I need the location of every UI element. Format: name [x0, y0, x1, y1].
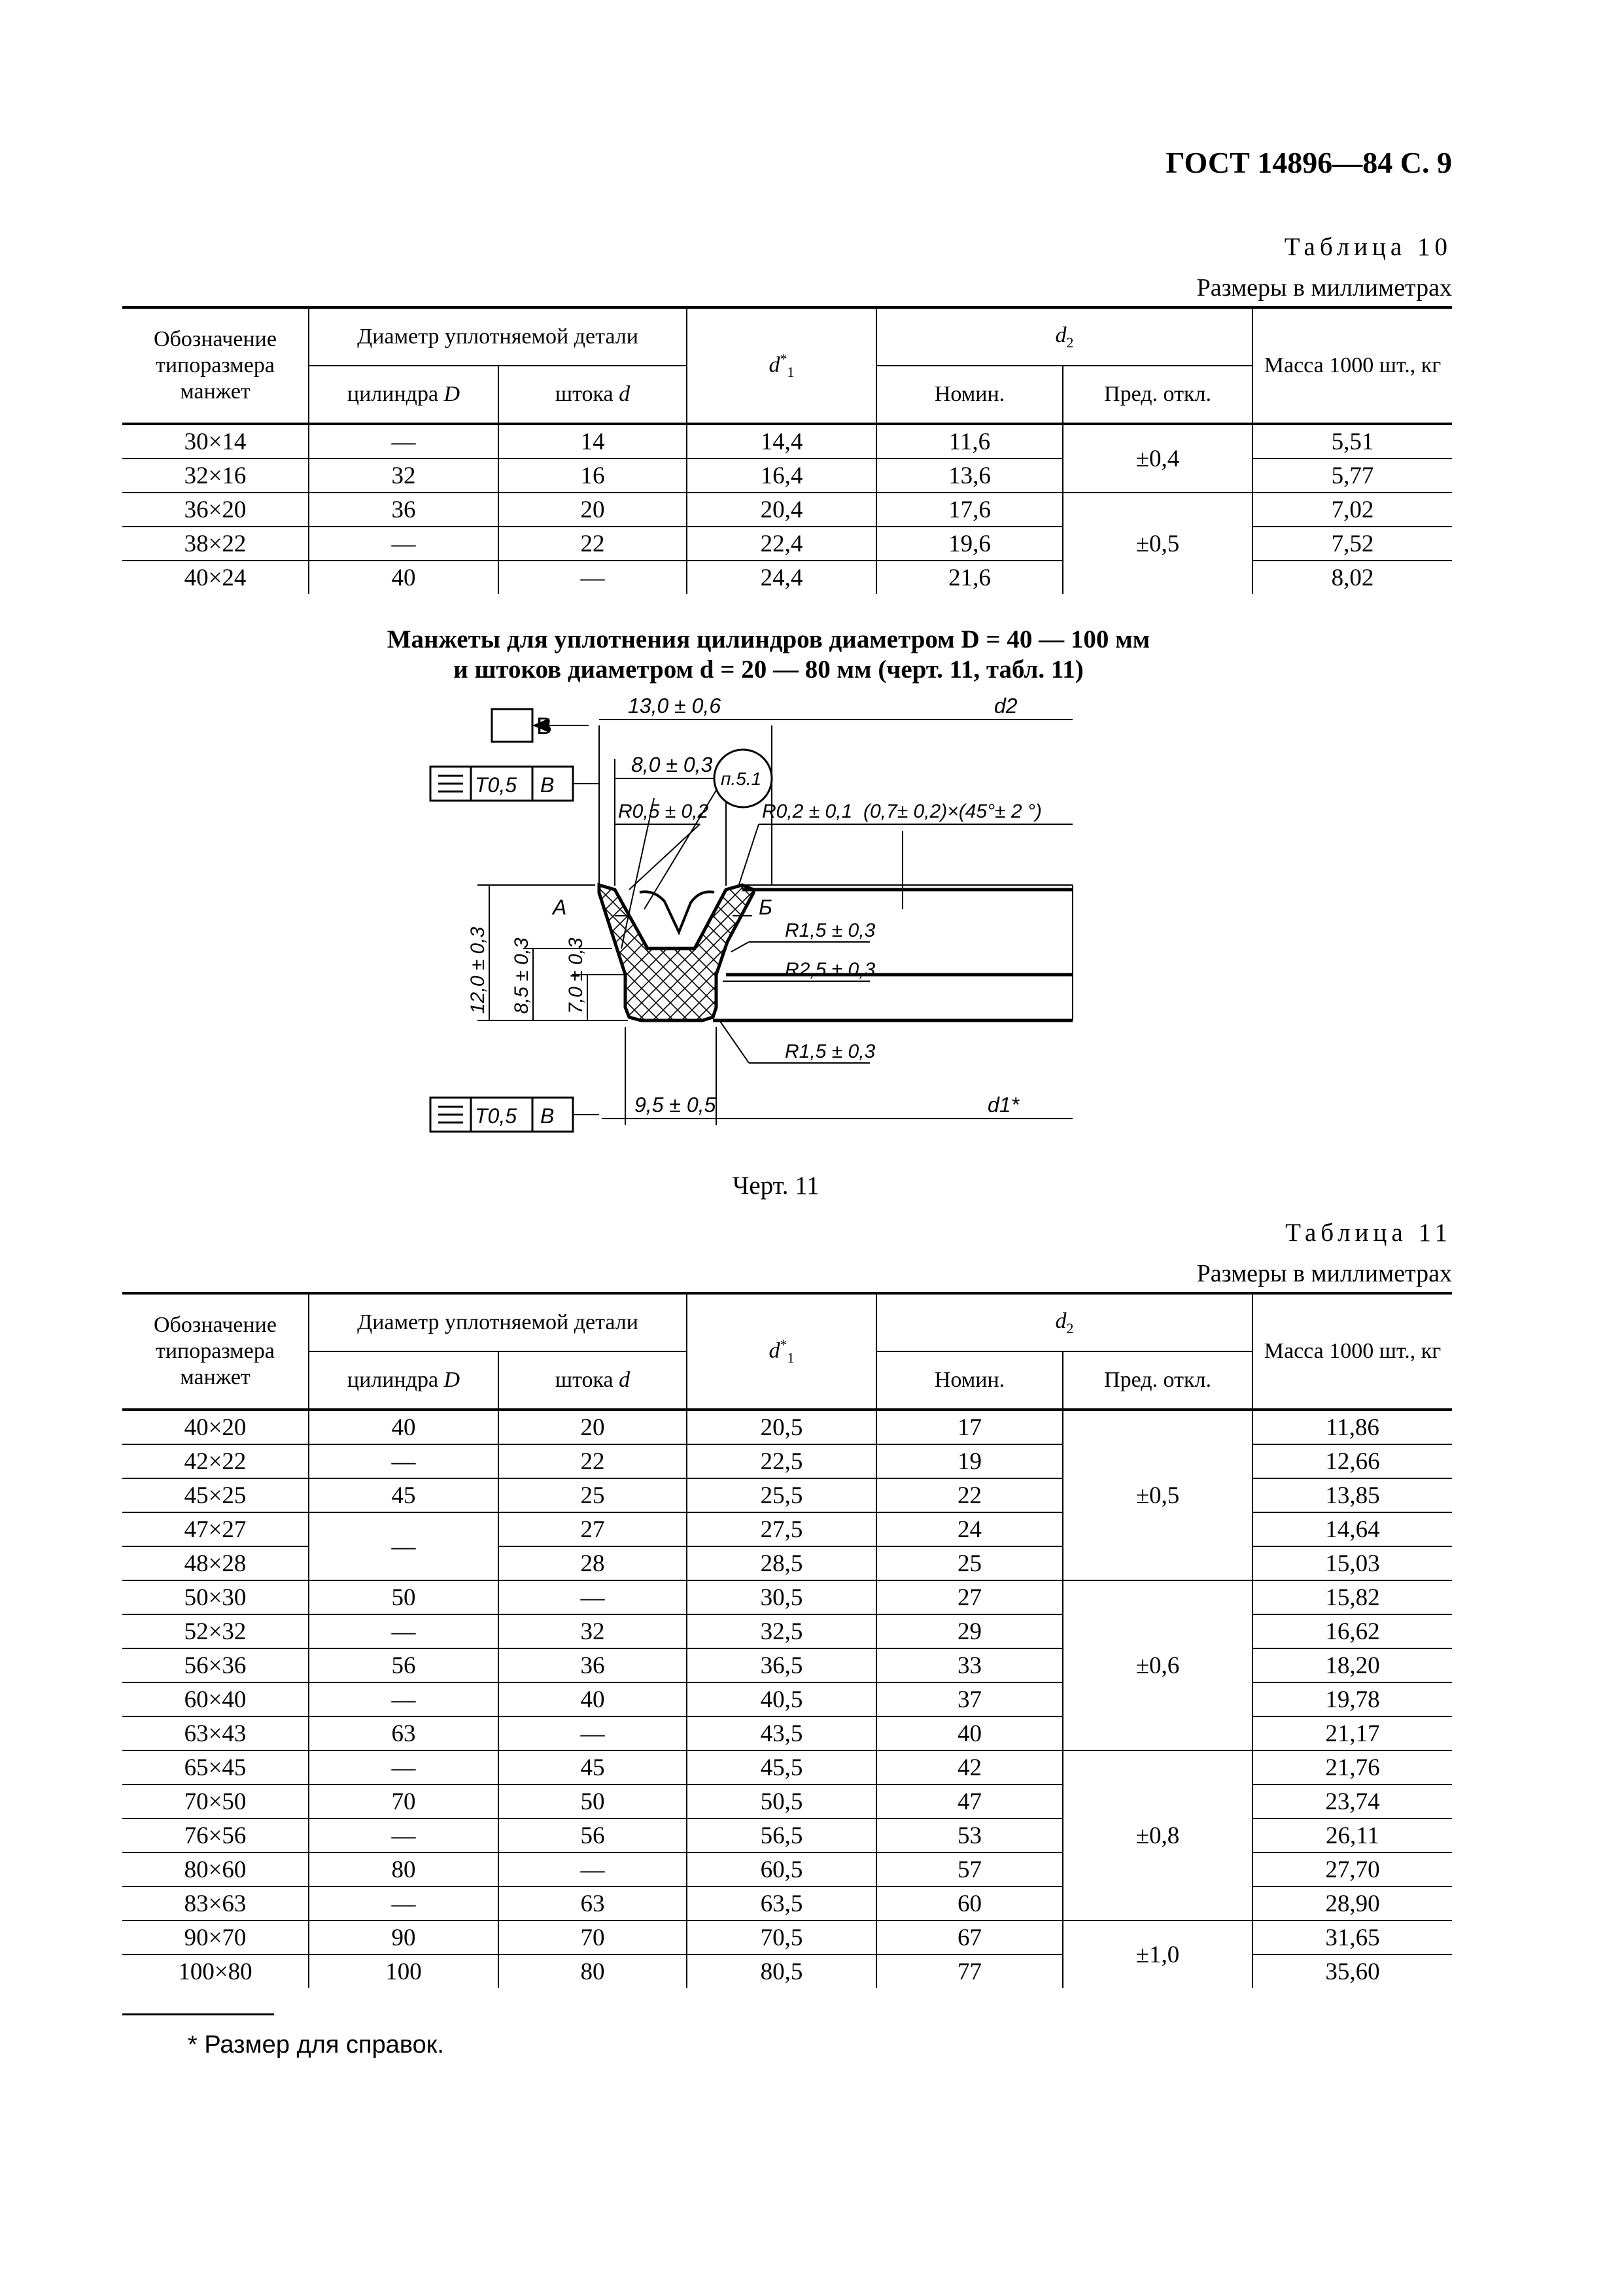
table-cell: 47 [876, 1784, 1063, 1818]
table-row [122, 1716, 1452, 1750]
table-row [122, 1614, 1452, 1648]
col-rod: штока d [498, 1351, 687, 1410]
table-cell: 76×56 [122, 1818, 309, 1852]
table-row [122, 1818, 1452, 1852]
table-cell: 40×20 [122, 1410, 309, 1444]
table-row: 38×22 — 22 22,4 19,6 7,52 [122, 527, 1452, 561]
col-tolerance: Пред. откл. [1063, 1351, 1253, 1410]
flatness-symbol-icon [438, 776, 463, 1122]
footnote-rule [122, 2013, 274, 2015]
table-cell: 63,5 [687, 1887, 876, 1921]
table-cell: 22,5 [687, 1444, 876, 1478]
note-ref: п.5.1 [721, 769, 762, 789]
label-b-cyrillic: Б [759, 896, 772, 919]
table-cell: 100 [309, 1955, 498, 1988]
table-cell: 63×43 [122, 1716, 309, 1750]
dim-height-70: 7,0 ± 0,3 [565, 937, 587, 1014]
table-cell: ±0,8 [1063, 1750, 1253, 1921]
table-cell: — [498, 1580, 687, 1614]
datum-b-label: B [536, 712, 553, 739]
table-cell: 40 [309, 1410, 498, 1444]
table-cell: 20 [498, 1410, 687, 1444]
label-a: А [553, 896, 567, 919]
table-cell: 80 [498, 1955, 687, 1988]
table-row [122, 1784, 1452, 1818]
table-row [122, 1750, 1452, 1784]
table-cell: — [309, 1614, 498, 1648]
col-mass: Масса 1000 шт., кг [1253, 1293, 1452, 1410]
table-cell: 63 [498, 1887, 687, 1921]
table-cell: 65×45 [122, 1750, 309, 1784]
table10-units: Размеры в миллиметрах [1196, 274, 1452, 302]
table-cell: 19 [876, 1444, 1063, 1478]
table-cell: ±1,0 [1063, 1921, 1253, 1988]
table-cell: 13,85 [1253, 1478, 1452, 1512]
dim-width-top: 13,0 ± 0,6 [628, 694, 721, 718]
table-cell: 12,66 [1253, 1444, 1452, 1478]
table-cell: 60,5 [687, 1852, 876, 1887]
table-row [122, 1444, 1452, 1478]
col-mass: Масса 1000 шт., кг [1253, 307, 1452, 424]
datum-ref-top: B [540, 773, 555, 797]
col-designation: Обозначение типоразмера манжет [122, 1293, 309, 1410]
table-cell: 53 [876, 1818, 1063, 1852]
col-d2: $d_2$ [876, 307, 1253, 366]
table-cell: 11,86 [1253, 1410, 1452, 1444]
table11 [122, 1292, 1452, 1988]
table-cell: 56,5 [687, 1818, 876, 1852]
table-row [122, 1478, 1452, 1512]
table-row [122, 1580, 1452, 1614]
tolerance-value-top: T0,5 [475, 773, 517, 797]
table11-caption: Таблица 11 [1285, 1219, 1452, 1247]
table-cell: 67 [876, 1921, 1063, 1955]
table-row: 30×14 — 14 14,4 11,6 ±0,4 5,51 [122, 424, 1452, 459]
datum-b-box [492, 709, 532, 742]
dim-height-85: 8,5 ± 0,3 [511, 937, 532, 1014]
table-cell: 100×80 [122, 1955, 309, 1988]
table-cell: 77 [876, 1955, 1063, 1988]
table-cell: 63 [309, 1716, 498, 1750]
dim-width-inner: 8,0 ± 0,3 [631, 753, 713, 776]
table-row [122, 1887, 1452, 1921]
table-row [122, 1648, 1452, 1682]
table-cell: 57 [876, 1852, 1063, 1887]
table-cell: 45 [309, 1478, 498, 1512]
table-cell: 31,65 [1253, 1921, 1452, 1955]
table-cell: 40 [498, 1682, 687, 1716]
table-cell: 70 [498, 1921, 687, 1955]
col-diameter-group: Диаметр уплотняемой детали [309, 1293, 687, 1351]
section-heading: Манжеты для уплотнения цилиндров диаметром D = 40 — 100 мм и штоков диаметром d = 20 — 80 мм (черт. 11, табл. 11) [387, 625, 1150, 684]
table-cell: 90×70 [122, 1921, 309, 1955]
table-cell: 27,5 [687, 1512, 876, 1546]
table-cell: 29 [876, 1614, 1063, 1648]
table10-caption: Таблица 10 [1284, 233, 1452, 261]
table-cell: 23,74 [1253, 1784, 1452, 1818]
table-cell: 80×60 [122, 1852, 309, 1887]
radius-inner-mid: R2,5 ± 0,3 [785, 959, 876, 981]
col-d1: $d^*_1$ [687, 1293, 876, 1410]
datum-ref-bottom: B [540, 1104, 555, 1128]
table-cell: 30,5 [687, 1580, 876, 1614]
table-row [122, 1852, 1452, 1887]
table-cell: 50,5 [687, 1784, 876, 1818]
table-cell: 26,11 [1253, 1818, 1452, 1852]
col-diameter-group: Диаметр уплотняемой детали [309, 307, 687, 366]
table-cell: 50 [498, 1784, 687, 1818]
table-cell: 32 [498, 1614, 687, 1648]
table-cell: 60×40 [122, 1682, 309, 1716]
table-row [122, 1410, 1452, 1444]
table-cell: 37 [876, 1682, 1063, 1716]
dim-width-bottom: 9,5 ± 0,5 [634, 1093, 716, 1117]
table-row: 40×24 40 — 24,4 21,6 8,02 [122, 561, 1452, 594]
table-cell: 27 [876, 1580, 1063, 1614]
figure-caption: Черт. 11 [733, 1172, 820, 1200]
table-cell: 20,5 [687, 1410, 876, 1444]
table-cell: 60 [876, 1887, 1063, 1921]
table-cell: 70 [309, 1784, 498, 1818]
col-nominal: Номин. [876, 366, 1063, 424]
table-cell: — [309, 1750, 498, 1784]
col-tolerance: Пред. откл. [1063, 366, 1253, 424]
table-cell: — [498, 1716, 687, 1750]
col-designation: Обозначение типоразмера манжет [122, 307, 309, 424]
table-cell: 35,60 [1253, 1955, 1452, 1988]
col-nominal: Номин. [876, 1351, 1063, 1410]
table-cell: 25 [876, 1546, 1063, 1580]
table11-units: Размеры в миллиметрах [1196, 1260, 1452, 1287]
dim-height-total: 12,0 ± 0,3 [467, 926, 489, 1014]
chamfer-label: (0,7± 0,2)×(45°± 2 °) [863, 801, 1042, 822]
table-cell: — [498, 1852, 687, 1887]
table-cell: 27 [498, 1512, 687, 1546]
table-cell: 33 [876, 1648, 1063, 1682]
radius-outer-left: R0,5 ± 0,2 [618, 801, 709, 822]
table-row: 32×16 32 16 16,4 13,6 5,77 [122, 459, 1452, 493]
label-d1: d1* [988, 1093, 1020, 1117]
col-cylinder: цилиндра D [309, 1351, 498, 1410]
table-cell: — [309, 1682, 498, 1716]
table-cell: 80,5 [687, 1955, 876, 1988]
table-cell: 18,20 [1253, 1648, 1452, 1682]
radius-outer-right: R0,2 ± 0,1 [762, 801, 853, 822]
tolerance-value-bottom: T0,5 [475, 1104, 517, 1128]
table-cell: 25,5 [687, 1478, 876, 1512]
table-cell: 43,5 [687, 1716, 876, 1750]
table-cell: 22 [876, 1478, 1063, 1512]
table-cell: 24 [876, 1512, 1063, 1546]
table-row: 36×20 36 20 20,4 17,6 ±0,5 7,02 [122, 493, 1452, 527]
page-header: ГОСТ 14896—84 С. 9 [1166, 146, 1452, 179]
table-cell: 50×30 [122, 1580, 309, 1614]
col-d1: $d^*_1$ [687, 307, 876, 424]
table-cell: 36 [498, 1648, 687, 1682]
table-row [122, 1955, 1452, 1988]
table-cell: 70,5 [687, 1921, 876, 1955]
table-cell: 28 [498, 1546, 687, 1580]
table-cell: 56 [498, 1818, 687, 1852]
table-cell: 90 [309, 1921, 498, 1955]
table-cell: 15,03 [1253, 1546, 1452, 1580]
table-cell: 42×22 [122, 1444, 309, 1478]
table-cell: 28,5 [687, 1546, 876, 1580]
table-cell: 36,5 [687, 1648, 876, 1682]
table-cell: 83×63 [122, 1887, 309, 1921]
table-cell: 27,70 [1253, 1852, 1452, 1887]
table-cell: ±0,6 [1063, 1580, 1253, 1750]
col-rod: штока d [498, 366, 687, 424]
table-cell: 45×25 [122, 1478, 309, 1512]
table-row [122, 1512, 1452, 1546]
table-cell: 56 [309, 1648, 498, 1682]
table-cell: — [309, 1444, 498, 1478]
table-cell: 80 [309, 1852, 498, 1887]
table-cell: 48×28 [122, 1546, 309, 1580]
table-cell: 32,5 [687, 1614, 876, 1648]
table-cell: 50 [309, 1580, 498, 1614]
table-cell: 28,90 [1253, 1887, 1452, 1921]
table-row [122, 1682, 1452, 1716]
radius-inner-top: R1,5 ± 0,3 [785, 920, 876, 941]
footnote: * Размер для справок. [188, 2031, 444, 2059]
table-cell: 16,62 [1253, 1614, 1452, 1648]
table-cell: 40 [876, 1716, 1063, 1750]
radius-inner-bottom: R1,5 ± 0,3 [785, 1041, 876, 1062]
table-cell: 45 [498, 1750, 687, 1784]
table-cell: 22 [498, 1444, 687, 1478]
table-cell: 45,5 [687, 1750, 876, 1784]
table-cell: 14,64 [1253, 1512, 1452, 1546]
col-d2: $d_2$ [876, 1293, 1253, 1351]
table10 [122, 306, 1452, 594]
table-cell: — [309, 1887, 498, 1921]
table-cell: 21,76 [1253, 1750, 1452, 1784]
table-cell: 70×50 [122, 1784, 309, 1818]
table-cell: — [309, 1512, 498, 1580]
table-cell: — [309, 1818, 498, 1852]
table-cell: 15,82 [1253, 1580, 1452, 1614]
table-cell: 25 [498, 1478, 687, 1512]
table-cell: 47×27 [122, 1512, 309, 1546]
table-cell: 21,17 [1253, 1716, 1452, 1750]
table-cell: 52×32 [122, 1614, 309, 1648]
table-cell: ±0,5 [1063, 1410, 1253, 1580]
table-cell: 40,5 [687, 1682, 876, 1716]
table-cell: 17 [876, 1410, 1063, 1444]
table-row [122, 1921, 1452, 1955]
table-cell: 42 [876, 1750, 1063, 1784]
table-cell: 19,78 [1253, 1682, 1452, 1716]
table-cell: 56×36 [122, 1648, 309, 1682]
label-d2: d2 [994, 694, 1018, 718]
col-cylinder: цилиндра D [309, 366, 498, 424]
